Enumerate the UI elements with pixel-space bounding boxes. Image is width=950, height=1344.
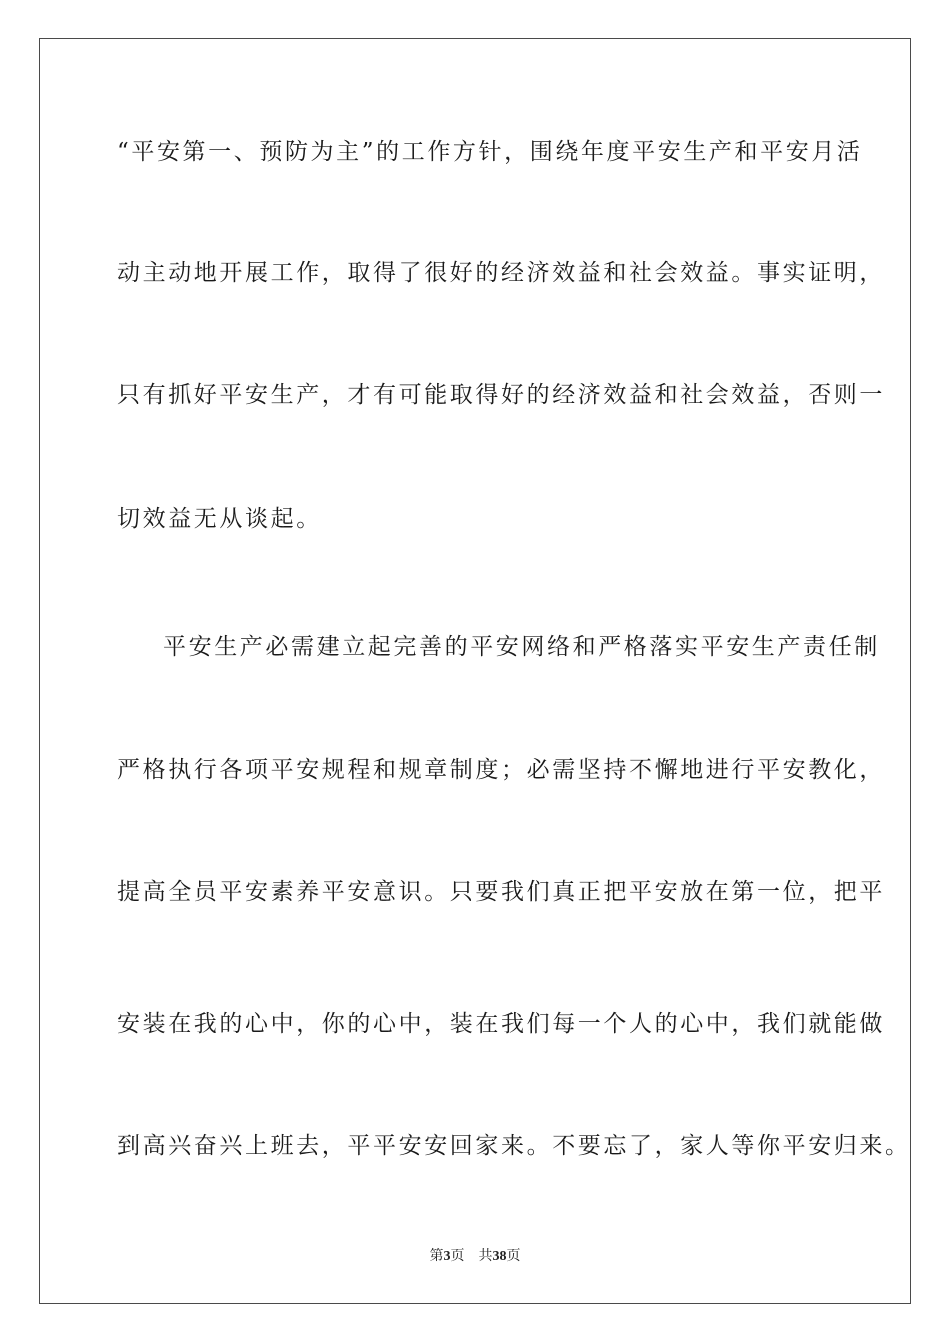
body-line-4: 切效益无从谈起。 [117,506,322,532]
body-line-1: “平安第一、预防为主”的工作方针，围绕年度平安生产和平安月活 [117,139,863,165]
paragraph-2-line-2: 严格执行各项平安规程和规章制度；必需坚持不懈地进行平安教化， [117,757,885,783]
page-prefix: 第 [429,1249,444,1264]
body-line-3: 只有抓好平安生产，才有可能取得好的经济效益和社会效益，否则一 [117,382,885,408]
page-suffix: 页 [450,1249,465,1264]
total-prefix: 共 [478,1249,493,1264]
page-border [39,38,911,1304]
page-footer [0,1245,950,1265]
total-pages: 38 [492,1249,507,1264]
total-suffix: 页 [506,1249,521,1264]
paragraph-2-line-4: 安装在我的心中，你的心中，装在我们每一个人的心中，我们就能做 [117,1011,885,1037]
body-line-2: 动主动地开展工作，取得了很好的经济效益和社会效益。事实证明， [117,260,885,286]
paragraph-2-line-5: 到高兴奋兴上班去，平平安安回家来。不要忘了，家人等你平安归来。 [117,1133,911,1159]
paragraph-2-line-3: 提高全员平安素养平安意识。只要我们真正把平安放在第一位，把平 [117,879,885,905]
page-number: 3 [443,1249,451,1264]
paragraph-2-line-1: 平安生产必需建立起完善的平安网络和严格落实平安生产责任制 [163,634,880,660]
